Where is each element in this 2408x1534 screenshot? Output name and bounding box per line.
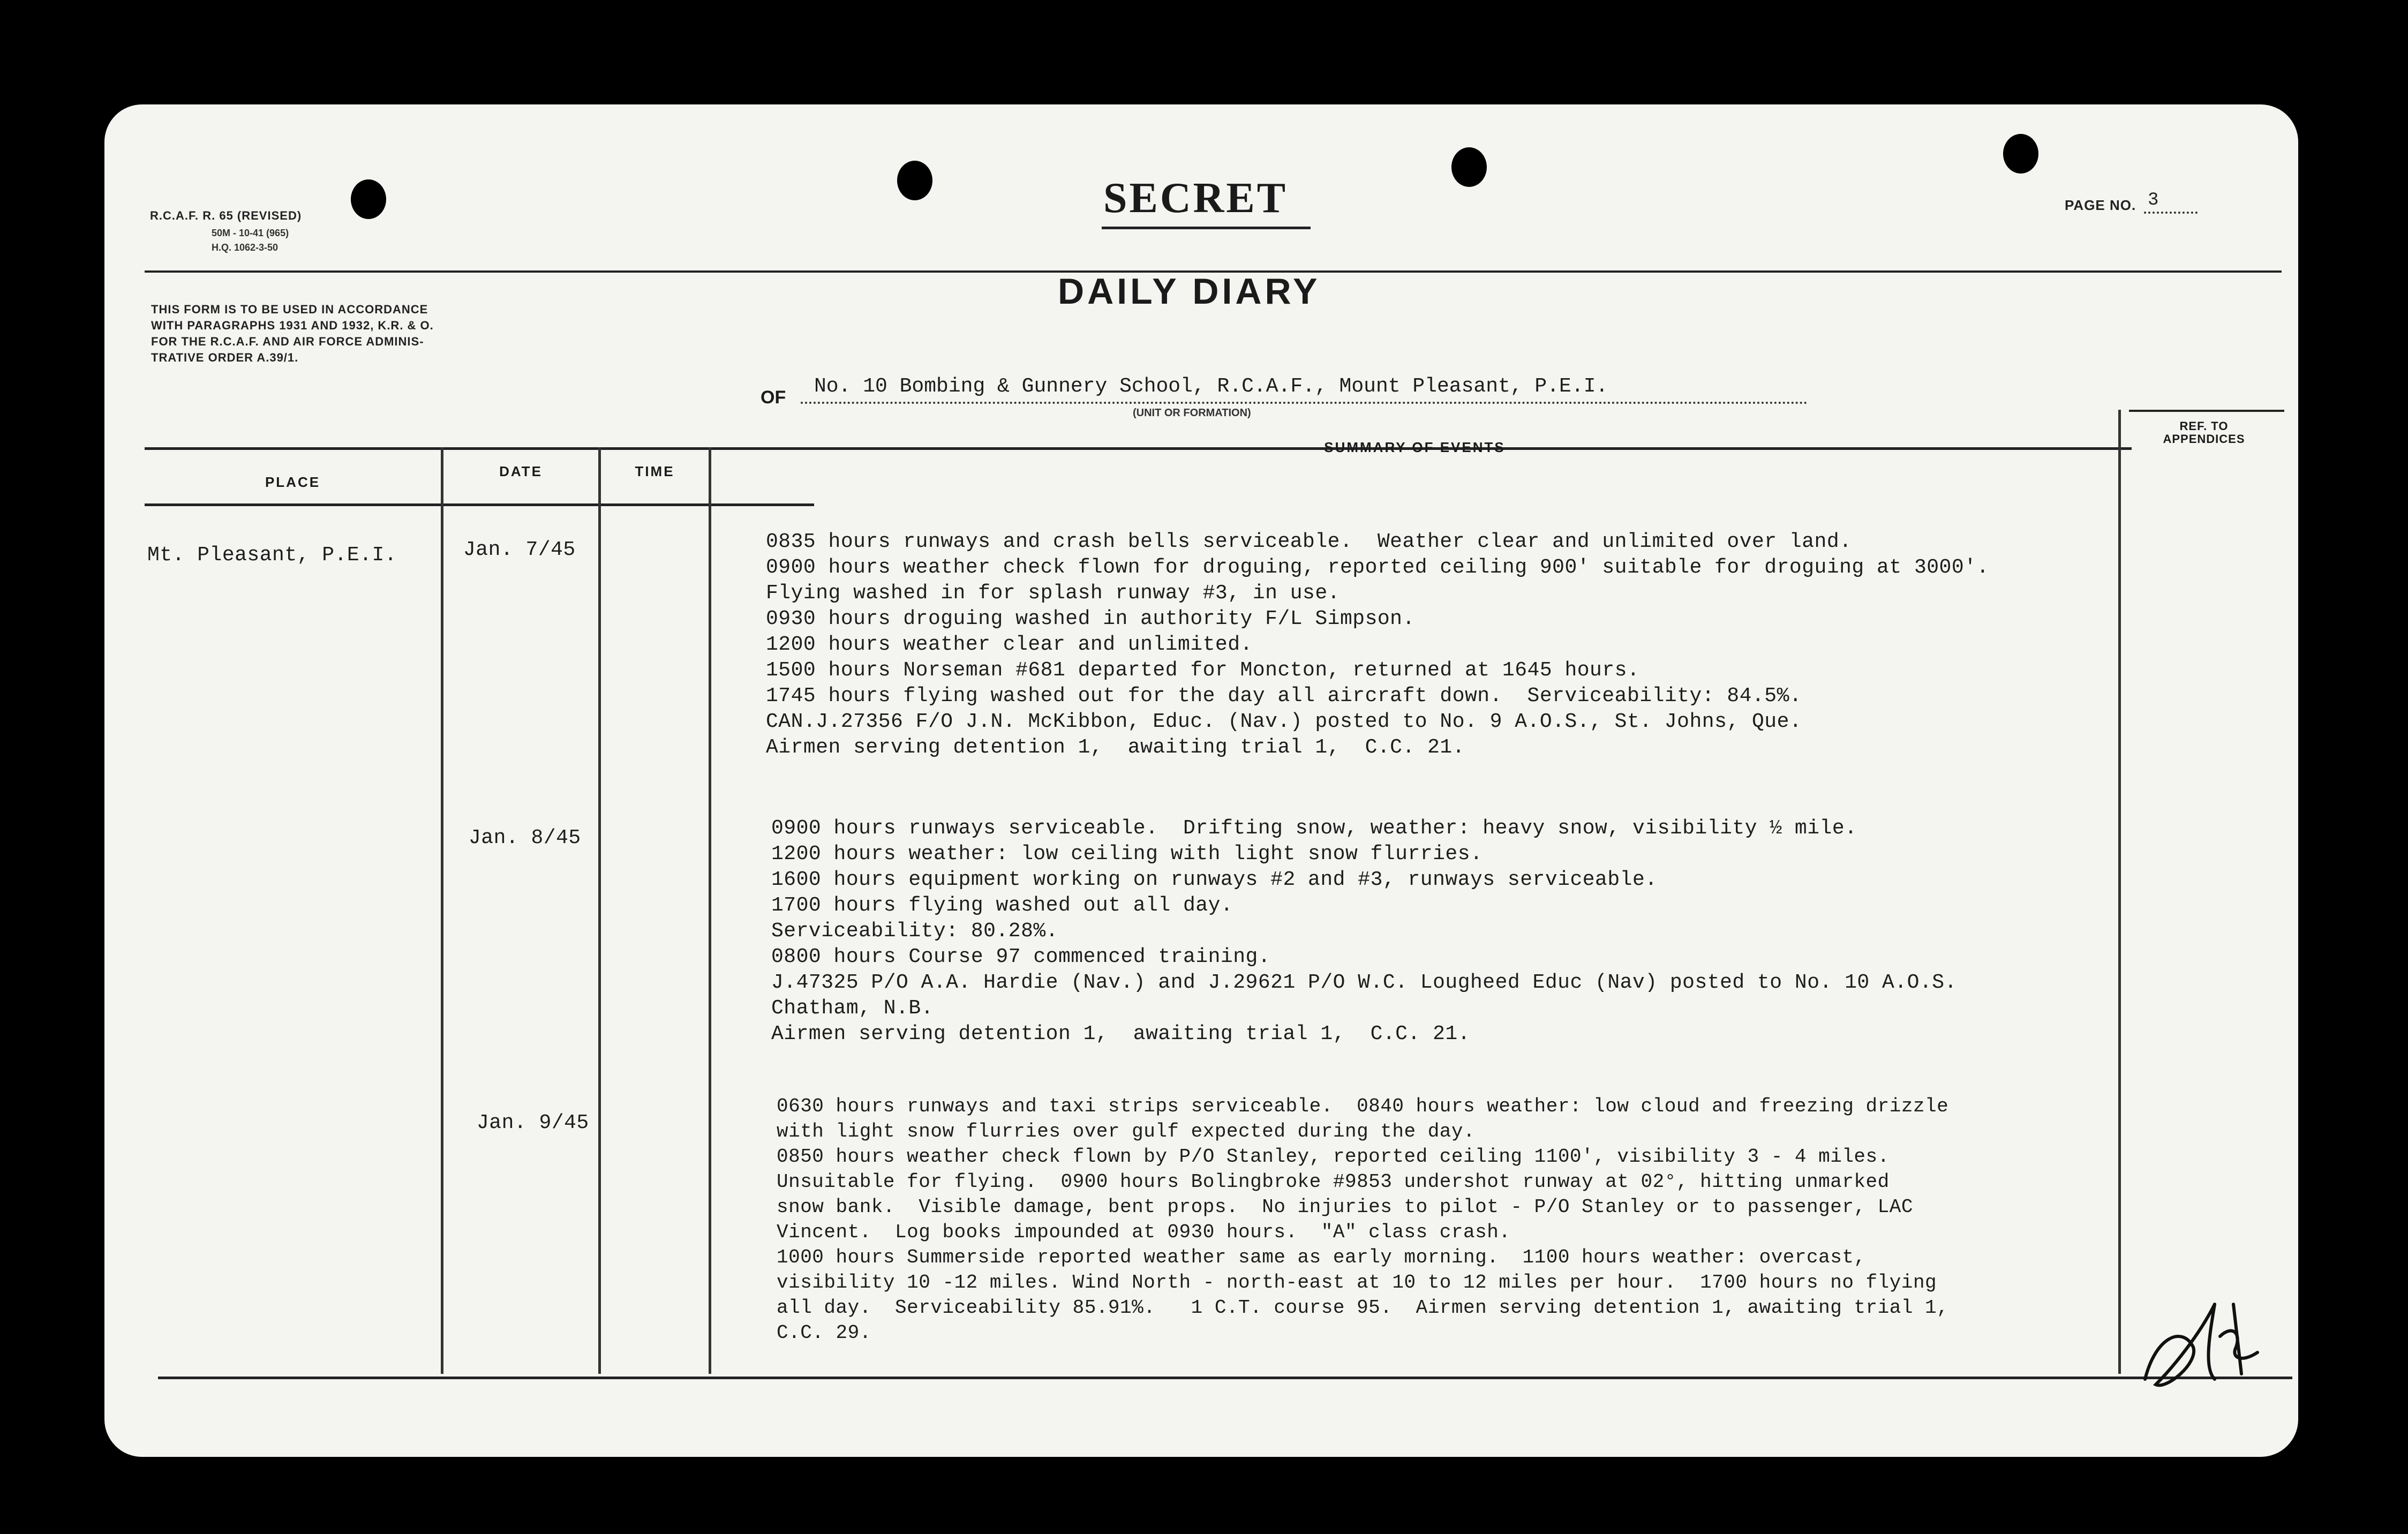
- signature-mark: [2134, 1272, 2268, 1406]
- instruction-line: WITH PARAGRAPHS 1931 AND 1932, K.R. & O.: [151, 319, 434, 332]
- instruction-line: TRATIVE ORDER A.39/1.: [151, 351, 299, 364]
- column-header-place: PLACE: [265, 474, 321, 490]
- entry-line: 1600 hours equipment working on runways #2 and #3, runways serviceable.: [771, 868, 1658, 891]
- instruction-line: FOR THE R.C.A.F. AND AIR FORCE ADMINIS-: [151, 335, 424, 348]
- entry-line: 1200 hours weather clear and unlimited.: [766, 633, 1253, 656]
- column-header-ref-1: REF. TO: [2179, 419, 2229, 433]
- unit-name: No. 10 Bombing & Gunnery School, R.C.A.F., Mount Pleasant, P.E.I.: [814, 375, 1608, 398]
- entry-line: 1745 hours flying washed out for the day all aircraft down. Serviceability: 84.5%.: [766, 685, 1802, 708]
- entry-date: Jan. 9/45: [477, 1111, 589, 1134]
- column-divider: [598, 447, 601, 1374]
- column-divider: [2118, 410, 2121, 1374]
- form-code: R.C.A.F. R. 65 (REVISED): [150, 209, 302, 222]
- secret-underline: [1102, 227, 1311, 229]
- entry-line: 1000 hours Summerside reported weather same as early morning. 1100 hours weather: overcast,: [777, 1246, 1866, 1268]
- unit-dotted-line: [801, 402, 1808, 404]
- entry-line: snow bank. Visible damage, bent props. No injuries to pilot - P/O Stanley or to passenger, LAC: [777, 1196, 1913, 1218]
- entry-line: 0930 hours droguing washed in authority F/L Simpson.: [766, 607, 1415, 630]
- form-print-1: 50M - 10-41 (965): [212, 228, 289, 238]
- secret-heading: SECRET: [1103, 175, 1288, 222]
- entry-line: all day. Serviceability 85.91%. 1 C.T. course 95. Airmen serving detention 1, awaiting trial 1,: [777, 1297, 1949, 1319]
- entry-line: 1700 hours flying washed out all day.: [771, 894, 1233, 917]
- punch-hole: [1451, 147, 1487, 187]
- entry-line: visibility 10 -12 miles. Wind North - north-east at 10 to 12 miles per hour. 1700 hours no flying: [777, 1272, 1937, 1294]
- entry-line: CAN.J.27356 F/O J.N. McKibbon, Educ. (Nav.) posted to No. 9 A.O.S., St. Johns, Que.: [766, 710, 1802, 733]
- page-number-value: 3: [2148, 190, 2159, 210]
- entry-line: Serviceability: 80.28%.: [771, 920, 1058, 943]
- punch-hole: [351, 179, 386, 219]
- form-print-2: H.Q. 1062-3-50: [212, 242, 279, 253]
- entry-line: 0850 hours weather check flown by P/O Stanley, reported ceiling 1100', visibility 3 - 4 miles.: [777, 1146, 1890, 1168]
- entry-line: 1200 hours weather: low ceiling with light snow flurries.: [771, 843, 1483, 866]
- page-number-label: PAGE NO.: [2065, 197, 2136, 213]
- entry-line: Flying washed in for splash runway #3, in use.: [766, 582, 1340, 605]
- entry-line: 0630 hours runways and taxi strips serviceable. 0840 hours weather: low cloud and freezing drizzle: [777, 1095, 1949, 1117]
- entry-line: J.47325 P/O A.A. Hardie (Nav.) and J.29621 P/O W.C. Lougheed Educ (Nav) posted to No. 10 A.O.S.: [771, 971, 1957, 994]
- entry-line: Vincent. Log books impounded at 0930 hours. "A" class crash.: [777, 1221, 1511, 1243]
- page-number-dots: [2144, 212, 2198, 214]
- column-divider: [441, 447, 443, 1374]
- instruction-line: THIS FORM IS TO BE USED IN ACCORDANCE: [151, 303, 428, 316]
- entry-line: 1500 hours Norseman #681 departed for Moncton, returned at 1645 hours.: [766, 659, 1640, 682]
- column-divider: [709, 447, 711, 1374]
- table-bottom-rule: [158, 1377, 2292, 1379]
- unit-caption: (UNIT OR FORMATION): [1133, 407, 1251, 419]
- diary-title: DAILY DIARY: [1058, 271, 1321, 312]
- punch-hole: [897, 161, 932, 200]
- column-header-ref-2: APPENDICES: [2163, 432, 2245, 446]
- entry-line: with light snow flurries over gulf expected during the day.: [777, 1121, 1476, 1142]
- entry-line: Airmen serving detention 1, awaiting trial 1, C.C. 21.: [766, 736, 1465, 759]
- table-header-rule: [145, 503, 814, 506]
- place-value: Mt. Pleasant, P.E.I.: [147, 544, 397, 567]
- entry-line: 0835 hours runways and crash bells serviceable. Weather clear and unlimited over land.: [766, 530, 1852, 553]
- entry-line: 0900 hours weather check flown for droguing, reported ceiling 900' suitable for droguing at 3000'.: [766, 556, 1989, 579]
- punch-hole: [2003, 134, 2038, 174]
- ref-top-rule: [2129, 410, 2284, 412]
- entry-line: C.C. 29.: [777, 1322, 871, 1344]
- column-header-time: TIME: [635, 463, 675, 479]
- column-header-date: DATE: [499, 463, 543, 479]
- diary-form-card: [104, 104, 2298, 1457]
- entry-line: Airmen serving detention 1, awaiting trial 1, C.C. 21.: [771, 1022, 1471, 1046]
- entry-line: Unsuitable for flying. 0900 hours Bolingbroke #9853 undershot runway at 02°, hitting unmarked: [777, 1171, 1890, 1193]
- entry-line: Chatham, N.B.: [771, 997, 934, 1020]
- of-label: OF: [761, 387, 786, 408]
- entry-line: 0800 hours Course 97 commenced training.: [771, 945, 1271, 968]
- entry-date: Jan. 8/45: [469, 826, 581, 849]
- entry-line: 0900 hours runways serviceable. Drifting snow, weather: heavy snow, visibility ½ mile.: [771, 817, 1857, 840]
- entry-date: Jan. 7/45: [463, 538, 576, 561]
- column-header-summary: SUMMARY OF EVENTS: [1324, 439, 1506, 455]
